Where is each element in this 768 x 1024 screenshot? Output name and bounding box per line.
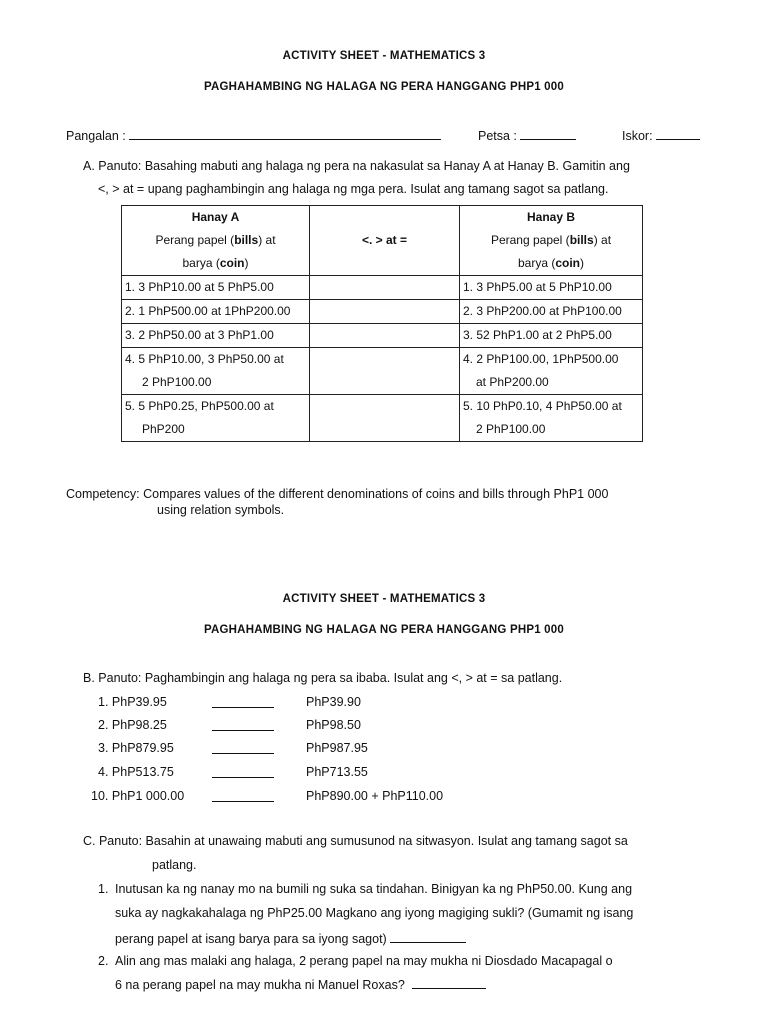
hanay-b-line2: at PhP200.00 — [476, 375, 549, 389]
partB-answer-blank[interactable] — [212, 741, 274, 754]
q2-line2: 6 na perang papel na may mukha ni Manuel Roxas? — [115, 978, 405, 992]
hanay-a-line2: 2 PhP100.00 — [142, 375, 212, 389]
symbols-title: <. > at = — [361, 233, 408, 247]
sheet1-subtitle: PAGHAHAMBING NG HALAGA NG PERA HANGGANG PHP1 000 — [204, 81, 564, 93]
q2-line2-row — [115, 976, 486, 992]
hanay-b-cell: 1. 3 PhP5.00 at 5 PhP10.00 — [460, 276, 643, 300]
hanay-b-cell: 3. 52 PhP1.00 at 2 PhP5.00 — [460, 324, 643, 348]
name-blank[interactable] — [129, 127, 441, 140]
name-field[interactable] — [66, 127, 441, 143]
table-row — [122, 324, 643, 348]
sheet1-title: ACTIVITY SHEET - MATHEMATICS 3 — [282, 50, 486, 62]
item-number: 2. — [98, 718, 109, 732]
hanay-a-cell: 3. 2 PhP50.00 at 3 PhP1.00 — [122, 324, 310, 348]
score-field[interactable] — [622, 127, 700, 143]
item-right-value: PhP98.50 — [306, 718, 361, 732]
item-left-value: PhP879.95 — [111, 741, 174, 755]
hanay-a-cell: 2. 1 PhP500.00 at 1PhP200.00 — [122, 300, 310, 324]
partB-answer-blank[interactable] — [212, 695, 274, 708]
hanay-b-line1: 5. 10 PhP0.10, 4 PhP50.00 at — [463, 399, 622, 413]
partB-item — [98, 765, 174, 779]
table-row — [122, 348, 643, 395]
hanay-a-line1: 4. 5 PhP10.00, 3 PhP50.00 at — [125, 352, 284, 366]
header-hanay-b — [460, 206, 643, 276]
partB-item — [98, 741, 174, 755]
date-label: Petsa : — [478, 129, 517, 143]
item-left-value: PhP98.25 — [111, 718, 167, 732]
q2-answer-blank[interactable] — [412, 976, 486, 989]
partB-item — [98, 718, 167, 732]
hanay-b-cell: 2. 3 PhP200.00 at PhP100.00 — [460, 300, 643, 324]
partC-instruction-line2: patlang. — [152, 858, 197, 872]
hanay-a-cell — [122, 348, 310, 395]
hanay-a-line2: PhP200 — [142, 422, 185, 436]
item-left-value: PhP1 000.00 — [111, 789, 185, 803]
item-number: 4. — [98, 765, 109, 779]
sheet2-title: ACTIVITY SHEET - MATHEMATICS 3 — [282, 593, 486, 605]
competency-line2: using relation symbols. — [157, 503, 285, 517]
header-symbols — [310, 206, 460, 276]
hanay-b-line1: 4. 2 PhP100.00, 1PhP500.00 — [463, 352, 619, 366]
q2-line1: Alin ang mas malaki ang halaga, 2 perang papel na may mukha ni Diosdado Macapagal o — [115, 954, 613, 968]
hanay-b-cell — [460, 348, 643, 395]
header-hanay-a — [122, 206, 310, 276]
hanay-b-bills-line: Perang papel (bills) at — [490, 233, 612, 247]
item-right-value: PhP713.55 — [306, 765, 368, 779]
table-row — [122, 300, 643, 324]
comparison-table — [121, 205, 643, 442]
hanay-b-line2: 2 PhP100.00 — [476, 422, 546, 436]
q1-line2: suka ay nagkakahalaga ng PhP25.00 Magkano ang iyong magiging sukli? (Gumamit ng isang — [115, 906, 634, 920]
table-row — [122, 395, 643, 442]
item-number: 3. — [98, 741, 109, 755]
answer-cell[interactable] — [310, 276, 460, 300]
hanay-b-coin-line: barya (coin) — [517, 256, 585, 270]
partB-answer-blank[interactable] — [212, 718, 274, 731]
item-right-value: PhP987.95 — [306, 741, 368, 755]
hanay-a-line1: 5. 5 PhP0.25, PhP500.00 at — [125, 399, 274, 413]
partC-instruction-line1: C. Panuto: Basahin at unawaing mabuti ang sumusunod na sitwasyon. Isulat ang tamang sagot sa — [83, 834, 628, 848]
hanay-a-bills-line: Perang papel (bills) at — [155, 233, 276, 247]
q1-line3: perang papel at isang barya para sa iyong sagot) — [115, 932, 387, 946]
item-number: 10. — [91, 789, 109, 803]
item-number: 1. — [98, 695, 109, 709]
item-right-value: PhP39.90 — [306, 695, 361, 709]
score-label: Iskor: — [622, 129, 653, 143]
item-left-value: PhP39.95 — [111, 695, 167, 709]
item-right-value: PhP890.00 + PhP110.00 — [306, 789, 444, 803]
answer-cell[interactable] — [310, 324, 460, 348]
date-field[interactable] — [478, 127, 576, 143]
competency-line1: Competency: Compares values of the different denominations of coins and bills through PhP1 000 — [66, 487, 609, 501]
table-row — [122, 276, 643, 300]
partB-item — [91, 789, 184, 803]
partB-instruction: B. Panuto: Paghambingin ang halaga ng pera sa ibaba. Isulat ang <, > at = sa patlang. — [83, 671, 563, 685]
table-header-row — [122, 206, 643, 276]
answer-cell[interactable] — [310, 348, 460, 395]
q1-answer-blank[interactable] — [390, 930, 466, 943]
hanay-a-coin-line: barya (coin) — [182, 256, 249, 270]
partA-instruction-line2: <, > at = upang paghambingin ang halaga ng mga pera. Isulat ang tamang sagot sa patlang. — [98, 182, 609, 196]
date-blank[interactable] — [520, 127, 576, 140]
hanay-b-title: Hanay B — [526, 210, 576, 224]
partB-answer-blank[interactable] — [212, 789, 274, 802]
q1-line3-row — [115, 930, 466, 946]
hanay-b-cell — [460, 395, 643, 442]
hanay-a-title: Hanay A — [191, 210, 240, 224]
q2-number: 2. — [98, 954, 109, 968]
answer-cell[interactable] — [310, 395, 460, 442]
q1-number: 1. — [98, 882, 109, 896]
name-label: Pangalan : — [66, 129, 126, 143]
partB-answer-blank[interactable] — [212, 765, 274, 778]
hanay-a-cell: 1. 3 PhP10.00 at 5 PhP5.00 — [122, 276, 310, 300]
hanay-a-cell — [122, 395, 310, 442]
q1-line1: Inutusan ka ng nanay mo na bumili ng suka sa tindahan. Binigyan ka ng PhP50.00. Kung ang — [115, 882, 633, 896]
answer-cell[interactable] — [310, 300, 460, 324]
item-left-value: PhP513.75 — [111, 765, 174, 779]
score-blank[interactable] — [656, 127, 700, 140]
sheet2-subtitle: PAGHAHAMBING NG HALAGA NG PERA HANGGANG PHP1 000 — [204, 624, 564, 636]
partA-instruction-line1: A. Panuto: Basahing mabuti ang halaga ng pera na nakasulat sa Hanay A at Hanay B. Gamitin ang — [83, 159, 630, 173]
partB-item — [98, 695, 167, 709]
